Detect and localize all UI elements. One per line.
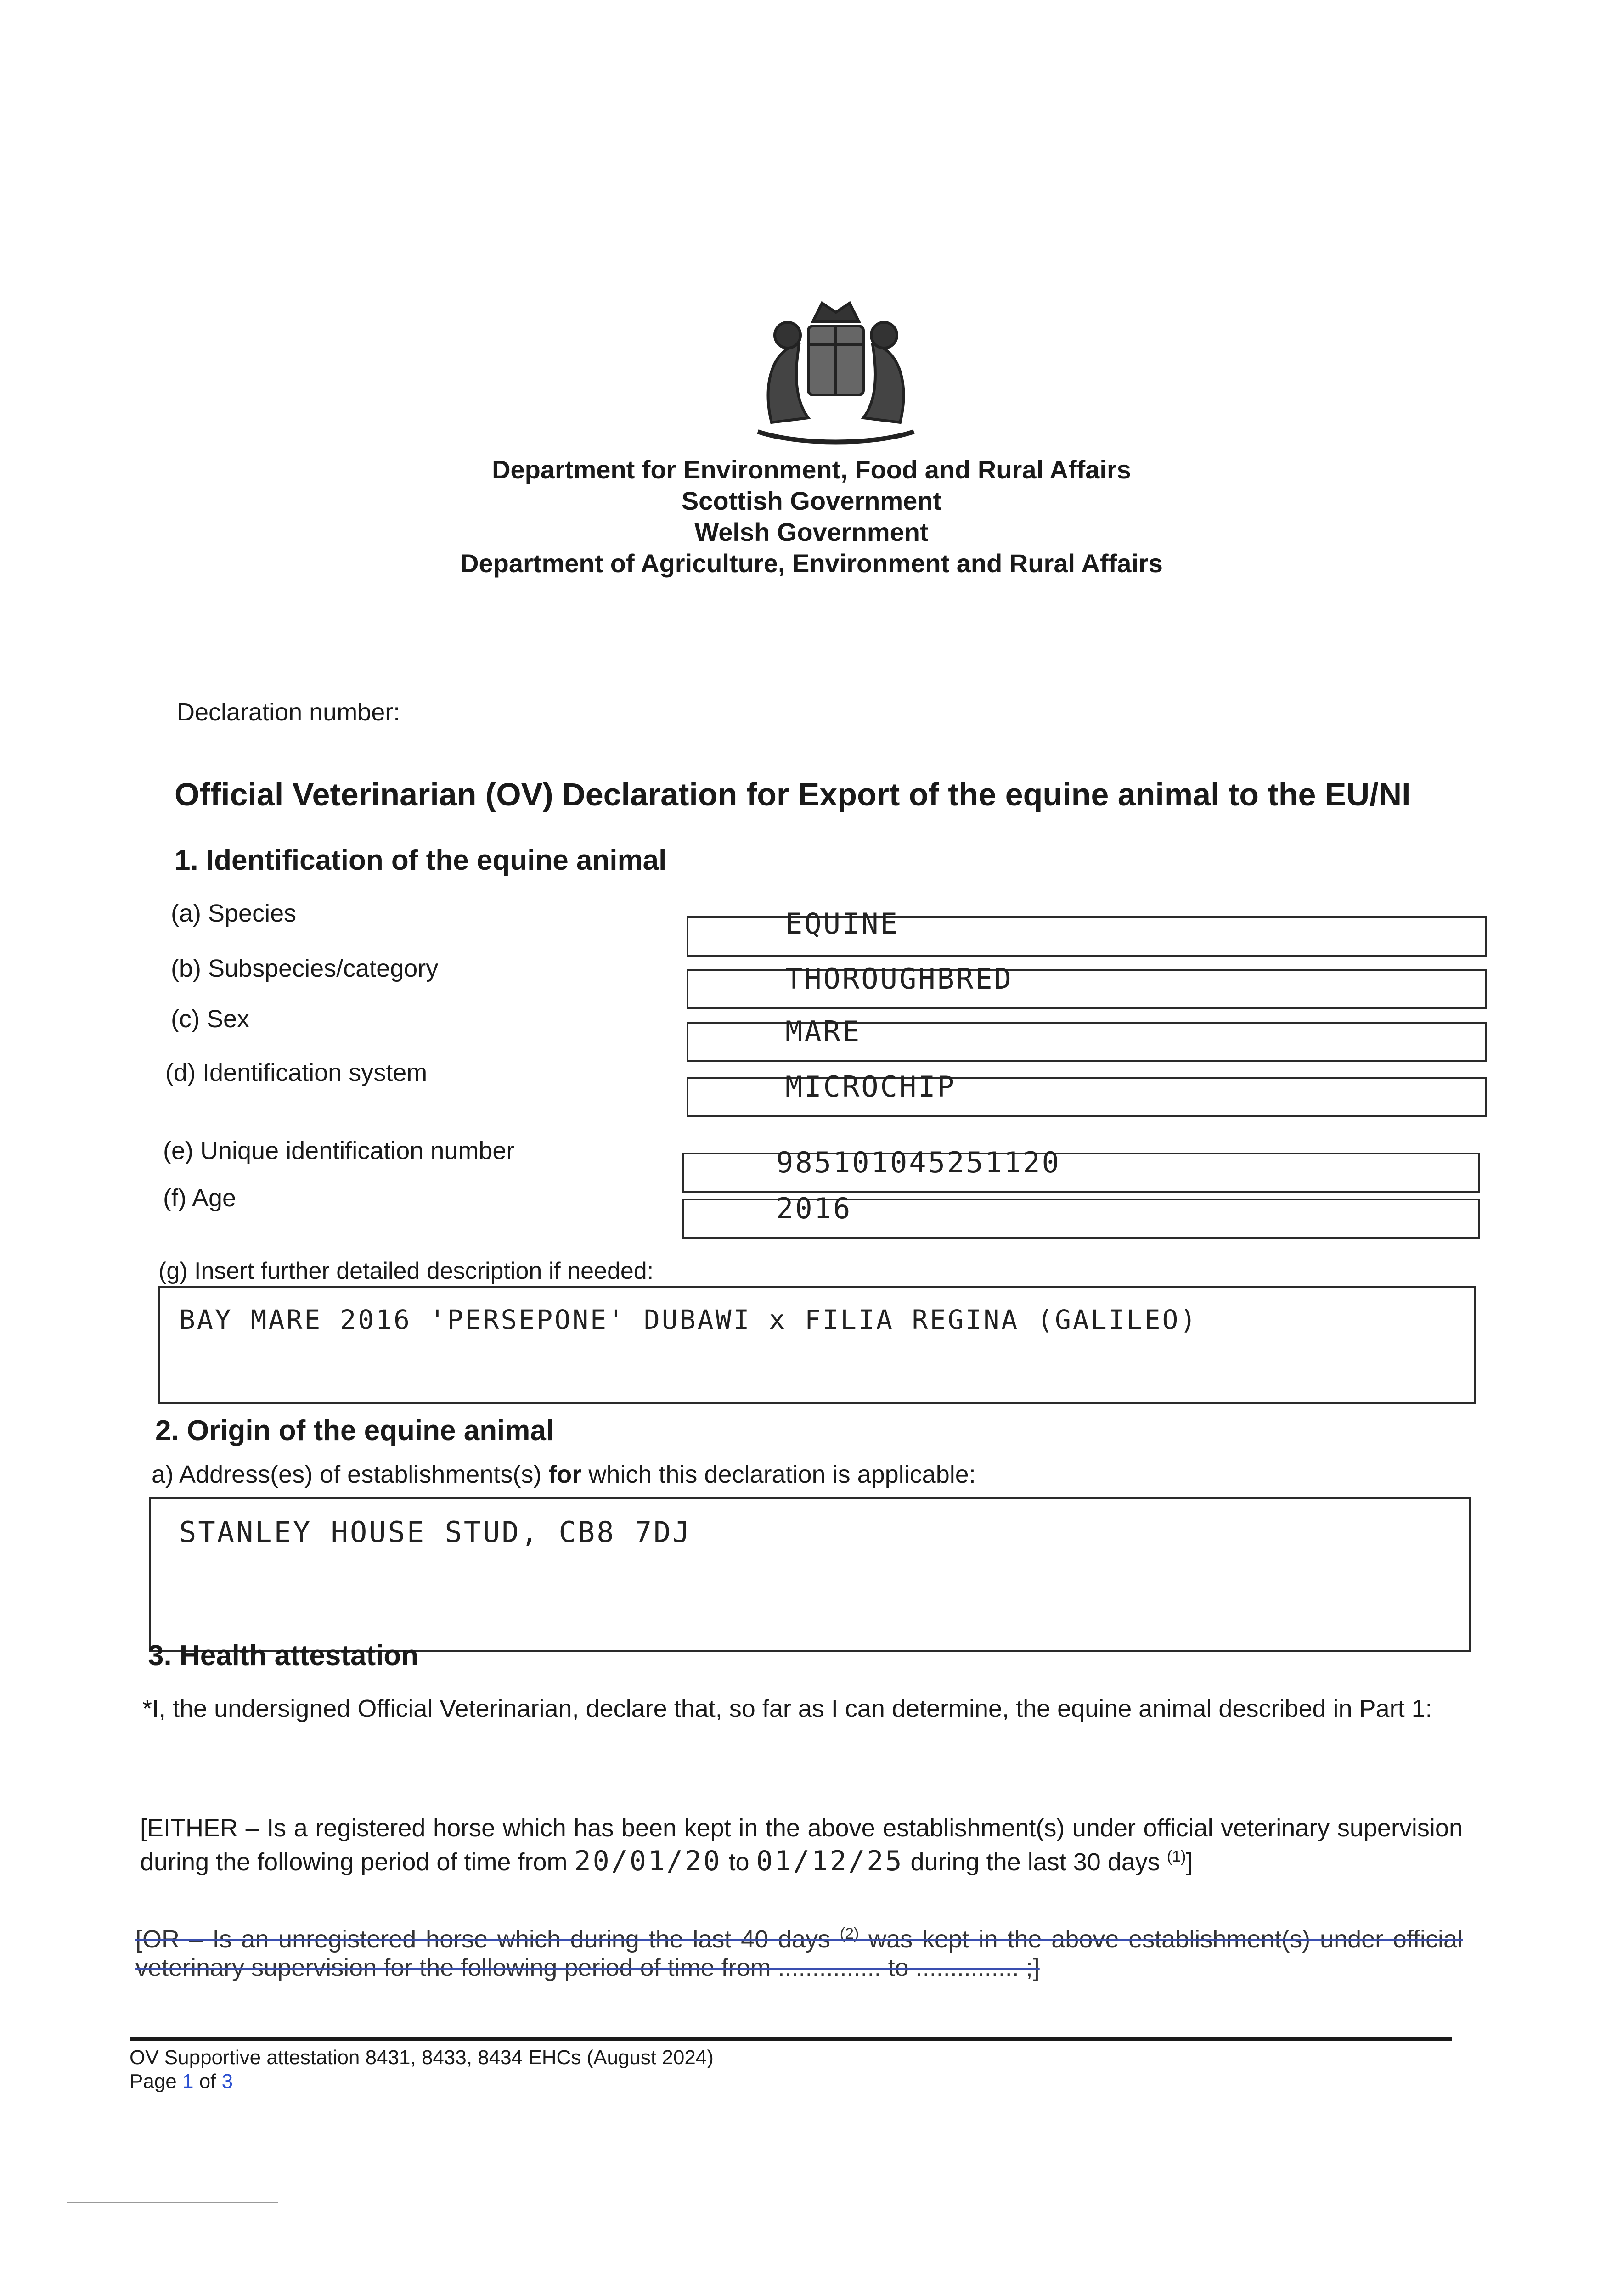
further-description-label: (g) Insert further detailed description if needed: <box>158 1258 654 1284</box>
either-text-post: during the last 30 days <box>903 1848 1167 1876</box>
either-from-date: 20/01/20 <box>574 1845 722 1877</box>
unique-id-label: (e) Unique identification number <box>163 1137 515 1165</box>
royal-coat-of-arms-icon <box>744 294 928 445</box>
page-current: 1 <box>182 2070 194 2093</box>
address-value: STANLEY HOUSE STUD, CB8 7DJ <box>179 1515 692 1549</box>
page-total: 3 <box>221 2070 233 2093</box>
either-to-date: 01/12/25 <box>756 1845 904 1877</box>
age-label: (f) Age <box>163 1184 237 1212</box>
or-clause-struck <box>135 1919 1463 1982</box>
department-welsh-government: Welsh Government <box>694 518 929 546</box>
either-clause <box>140 1814 1463 1876</box>
subspecies-label: (b) Subspecies/category <box>171 955 439 982</box>
address-label <box>152 1460 976 1489</box>
further-description-value: BAY MARE 2016 'PERSEPONE' DUBAWI x FILIA REGINA (GALILEO) <box>179 1304 1198 1335</box>
page-word: Page <box>130 2070 182 2093</box>
sex-value: MARE <box>785 1015 862 1048</box>
species-value: EQUINE <box>785 907 899 940</box>
declaration-number-label: Declaration number: <box>177 698 400 726</box>
either-text-end: ] <box>1186 1848 1193 1876</box>
or-footnote-ref: (2) <box>840 1925 859 1942</box>
department-scottish-government: Scottish Government <box>681 486 942 515</box>
unique-id-value: 985101045251120 <box>776 1146 1061 1179</box>
or-text-pre: [OR – Is an unregistered horse which during the last 40 days <box>135 1925 840 1953</box>
further-description-field[interactable] <box>158 1286 1476 1404</box>
address-label-bold: for <box>548 1461 582 1488</box>
scan-artifact-line <box>67 2202 278 2203</box>
section-3-heading: 3. Health attestation <box>148 1640 419 1671</box>
footer-divider <box>130 2037 1452 2041</box>
department-defra: Department for Environment, Food and Rural Affairs <box>492 455 1131 484</box>
either-text-pre: [EITHER – Is a registered horse which has been kept in the above establishment(s) under official veterinary supervision during the following period of time from <box>140 1814 1463 1876</box>
sex-label: (c) Sex <box>171 1005 250 1033</box>
of-word: of <box>193 2070 222 2093</box>
address-label-pre: a) Address(es) of establishments(s) <box>152 1461 549 1488</box>
species-label: (a) Species <box>171 900 297 927</box>
address-label-post: which this declaration is applicable: <box>581 1461 976 1488</box>
section-1-heading: 1. Identification of the equine animal <box>175 844 667 876</box>
age-value: 2016 <box>776 1192 852 1225</box>
either-to-word: to <box>721 1848 756 1876</box>
department-daera: Department of Agriculture, Environment and Rural Affairs <box>460 549 1163 578</box>
subspecies-value: THOROUGHBRED <box>785 962 1013 996</box>
either-footnote-ref: (1) <box>1167 1848 1186 1865</box>
page-number <box>130 2070 233 2093</box>
or-text-post: was kept in the above establishment(s) under official veterinary supervision for the following period of time from ............... to ............... ;] <box>135 1925 1463 1981</box>
health-attestation-intro: *I, the undersigned Official Veterinarian, declare that, so far as I can determine, the equine animal described in Part 1: <box>142 1695 1432 1722</box>
section-2-heading: 2. Origin of the equine animal <box>155 1415 554 1446</box>
footer-attestation: OV Supportive attestation 8431, 8433, 8434 EHCs (August 2024) <box>130 2046 714 2069</box>
document-title: Official Veterinarian (OV) Declaration for Export of the equine animal to the EU/NI <box>175 777 1411 812</box>
identification-system-label: (d) Identification system <box>165 1059 428 1086</box>
identification-system-value: MICROCHIP <box>785 1070 956 1103</box>
